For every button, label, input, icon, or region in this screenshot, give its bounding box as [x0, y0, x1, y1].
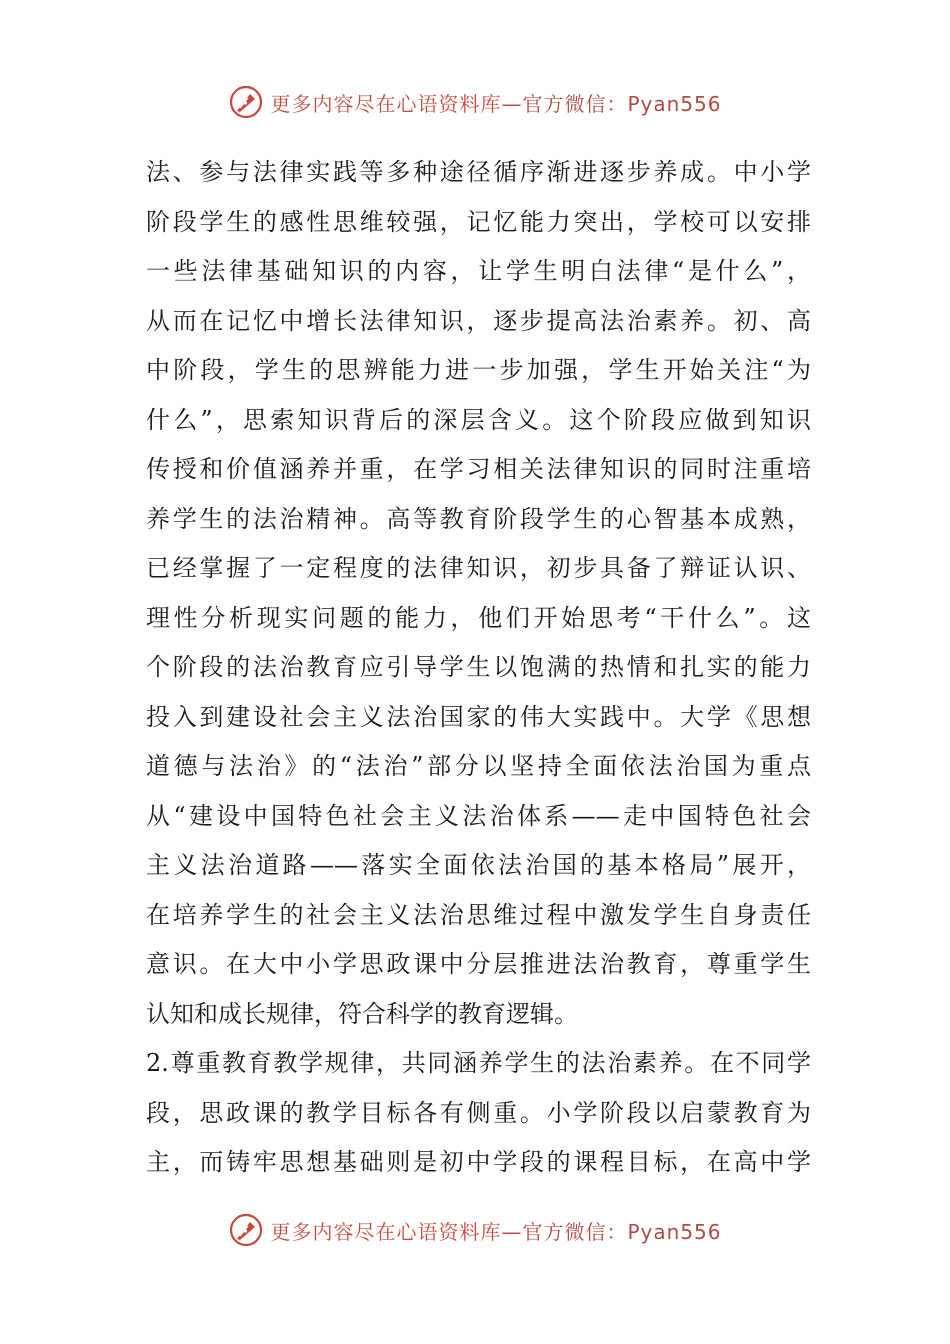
header-banner [0, 82, 950, 122]
body-line: 法、参与法律实践等多种途径循序渐进逐步养成。中小学 [146, 158, 811, 186]
footer-wechat-label: 官方微信： [522, 1219, 628, 1244]
body-line-section-2: 2.尊重教育教学规律，共同涵养学生的法治素养。在不同学 [146, 1049, 811, 1077]
body-line: 主义法治道路——落实全面依法治国的基本格局”展开， [146, 851, 811, 879]
body-line: 个阶段的法治教育应引导学生以饱满的热情和扎实的能力 [146, 653, 811, 681]
header-wechat-label: 官方微信： [522, 91, 628, 116]
header-banner-separator: — [501, 91, 523, 116]
body-line: 投入到建设社会主义法治国家的伟大实践中。大学《思想 [146, 702, 811, 731]
body-line: 从“建设中国特色社会主义法治体系——走中国特色社会 [146, 801, 811, 830]
body-line: 中阶段，学生的思辨能力进一步加强，学生开始关注“为 [146, 356, 811, 384]
body-line: 阶段学生的感性思维较强，记忆能力突出，学校可以安排 [146, 207, 811, 236]
body-line: 一些法律基础知识的内容，让学生明白法律“是什么”， [146, 257, 811, 285]
footer-banner-separator: — [501, 1219, 523, 1244]
body-line: 传授和价值涵养并重，在学习相关法律知识的同时注重培 [146, 455, 811, 483]
footer-banner [0, 1210, 950, 1250]
header-banner-main: 更多内容尽在心语资料库 [270, 91, 502, 116]
footer-banner-text [270, 1216, 721, 1245]
pen-nib-logo-icon [228, 84, 264, 120]
pen-nib-logo-icon [228, 1212, 264, 1248]
document-body [146, 148, 811, 1188]
header-wechat-id: Pyan556 [627, 91, 722, 116]
footer-banner-content [228, 1212, 721, 1248]
footer-banner-main: 更多内容尽在心语资料库 [270, 1219, 502, 1244]
body-line: 养学生的法治精神。高等教育阶段学生的心智基本成熟， [146, 504, 811, 533]
body-line: 从而在记忆中增长法律知识，逐步提高法治素养。初、高 [146, 306, 811, 335]
footer-wechat-id: Pyan556 [627, 1219, 722, 1244]
body-line: 在培养学生的社会主义法治思维过程中激发学生自身责任 [146, 900, 811, 929]
body-line: 意识。在大中小学思政课中分层推进法治教育，尊重学生 [146, 950, 811, 978]
body-line: 认知和成长规律，符合科学的教育逻辑。 [146, 999, 578, 1028]
body-line: 主，而铸牢思想基础则是初中学段的课程目标，在高中学 [146, 1148, 811, 1176]
body-line: 段，思政课的教学目标各有侧重。小学阶段以启蒙教育为 [146, 1098, 811, 1127]
body-line: 道德与法治》的“法治”部分以坚持全面依法治国为重点 [146, 752, 811, 780]
body-line: 什么”，思索知识背后的深层含义。这个阶段应做到知识 [146, 405, 811, 434]
body-line: 已经掌握了一定程度的法律知识，初步具备了辩证认识、 [146, 554, 811, 582]
body-line: 理性分析现实问题的能力，他们开始思考“干什么”。这 [146, 603, 811, 632]
header-banner-content [228, 84, 721, 120]
header-banner-text [270, 88, 721, 117]
